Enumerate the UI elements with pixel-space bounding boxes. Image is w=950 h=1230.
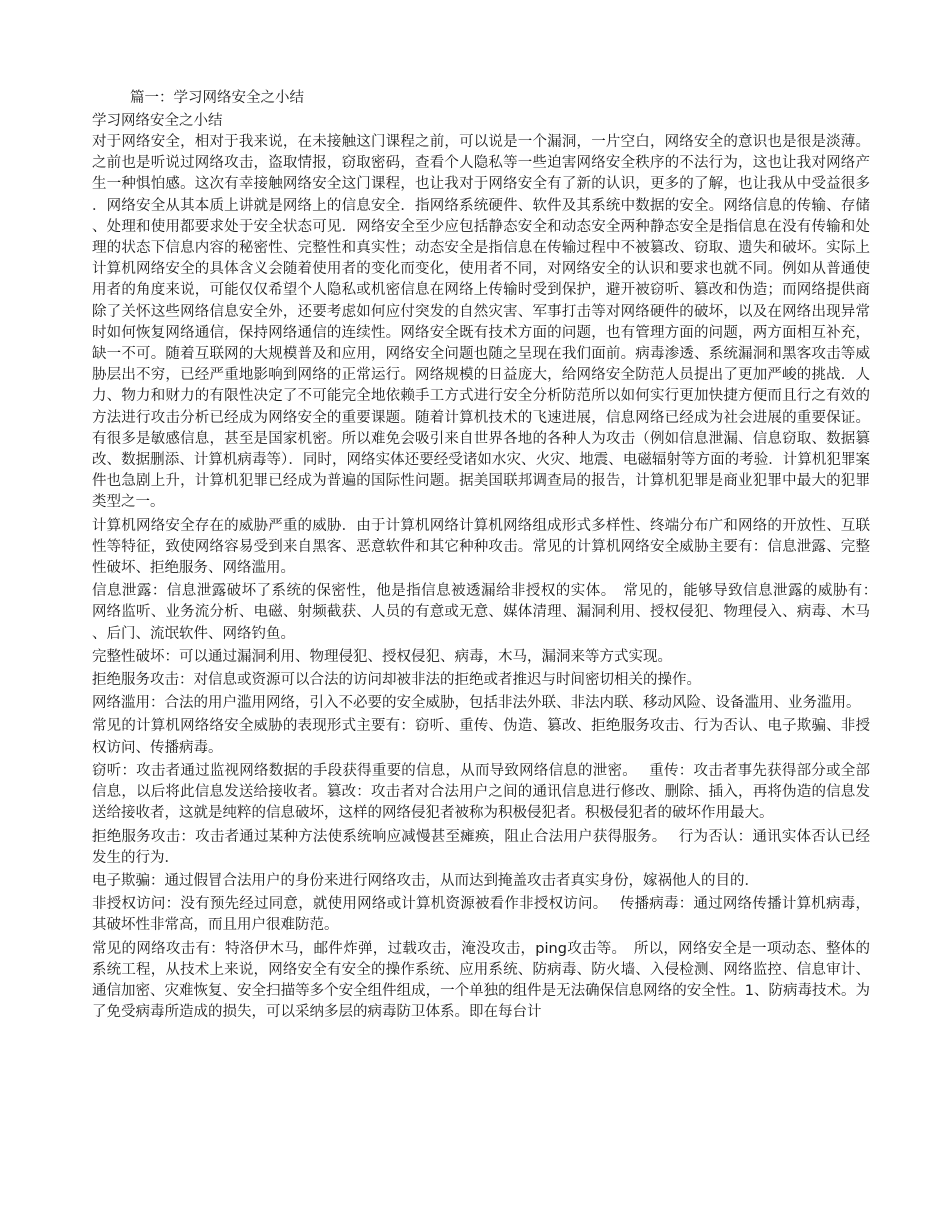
paragraph: 常见的计算机网络络安全威胁的表现形式主要有：窃听、重传、伪造、篡改、拒绝服务攻击、行为否认、电子欺骗、非授权访问、传播病毒。 — [92, 718, 870, 756]
paragraph: 拒绝服务攻击：对信息或资源可以合法的访问却被非法的拒绝或者推迟与时间密切相关的操作。 — [92, 672, 701, 689]
document-body — [92, 132, 885, 1023]
paragraph: 完整性破坏：可以通过漏洞利用、物理侵犯、授权侵犯、病毒，木马，漏洞来等方式实现。 — [92, 648, 672, 665]
paragraph: 拒绝服务攻击：攻击者通过某种方法使系统响应减慢甚至瘫痪，阻止合法用户获得服务。 行为否认：通讯实体否认已经发生的行为． — [92, 828, 870, 866]
paragraph: 信息泄露：信息泄露破坏了系统的保密性，他是指信息被透漏给非授权的实体。 常见的，能够导致信息泄露的威胁有： 网络监听、业务流分析、电磁、射频截获、人员的有意或无意、媒体清理、漏洞利用、授权侵犯、物理侵入、病毒、木马、后门、流氓软件、网络钓鱼。 — [92, 583, 885, 642]
document-heading: 篇一：学习网络安全之小结 — [130, 90, 304, 106]
paragraph: 对于网络安全，相对于我来说，在未接触这门课程之前，可以说是一个漏洞，一片空白，网络安全的意识也是很是淡薄。之前也是听说过网络攻击，盗取情报，窃取密码，查看个人隐私等一些迫害网络安全秩序的不法行为，这也让我对网络产生一种惧怕感。这次有幸接触网络安全这门课程，也让我对于网络安全有了新的认识，更多的了解，也让我从中受益很多．网络安全从其本质上讲就是网络上的信息安全．指网络系统硬件、软件及其系统中数据的安全。网络信息的传输、存储、处理和使用都要求处于安全状态可见．网络安全至少应包括静态安全和动态安全两种静态安全是指信息在没有传输和处理的状态下信息内容的秘密性、完整性和真实性；动态安全是指信息在传输过程中不被篡改、窃取、遗失和破坏。实际上计算机网络安全的具体含义会随着使用者的变化而变化，使用者不同，对网络安全的认识和要求也就不同。例如从普通使用者的角度来说，可能仅仅希望个人隐私或机密信息在网络上传输时受到保护，避开被窃听、篡改和伪造；而网络提供商除了关怀这些网络信息安全外，还要考虑如何应付突发的自然灾害、军事打击等对网络硬件的破坏，以及在网络出现异常时如何恢复网络通信，保持网络通信的连续性。网络安全既有技术方面的问题，也有管理方面的问题，两方面相互补充，缺一不可。随着互联网的大规模普及和应用，网络安全问题也随之呈现在我们面前。病毒渗透、系统漏洞和黑客攻击等威胁层出不穷，已经严重地影响到网络的正常运行。网络规模的日益庞大，给网络安全防范人员提出了更加严峻的挑战．人力、物力和财力的有限性决定了不可能完全地依赖手工方式进行安全分析防范所以如何实行更加快捷方便而且行之有效的方法进行攻击分析已经成为网络安全的重要课题。随着计算机技术的飞速进展，信息网络已经成为社会进展的重要保证。有很多是敏感信息，甚至是国家机密。所以难免会吸引来自世界各地的各种人为攻击（例如信息泄漏、信息窃取、数据篡改、数据删添、计算机病毒等）．同时，网络实体还要经受诸如水灾、火灾、地震、电磁辐射等方面的考验．计算机犯罪案件也急剧上升，计算机犯罪已经成为普遍的国际性问题。据美国联邦调查局的报告，计算机犯罪是商业犯罪中最大的犯罪类型之一。 — [92, 134, 870, 511]
document-subheading: 学习网络安全之小结 — [92, 113, 223, 129]
paragraph: 网络滥用：合法的用户滥用网络，引入不必要的安全威胁，包括非法外联、非法内联、移动风险、设备滥用、业务滥用。 — [92, 695, 861, 712]
paragraph: 窃听：攻击者通过监视网络数据的手段获得重要的信息，从而导致网络信息的泄密。 重传：攻击者事先获得部分或全部信息，以后将此信息发送给接收者。篡改：攻击者对合法用户之间的通讯信息进行修改、删除、插入，再将伪造的信息发送给接收者，这就是纯粹的信息破坏，这样的网络侵犯者被称为积极侵犯者。积极侵犯者的破坏作用最大。 — [92, 762, 870, 822]
paragraph: 计算机网络安全存在的威胁严重的威胁．由于计算机网络计算机网络组成形式多样性、终端分布广和网络的开放性、互联性等特征，致使网络容易受到来自黑客、恶意软件和其它种种攻击。常见的计算机网络安全威胁主要有：信息泄露、完整性破坏、拒绝服务、网络滥用。 — [92, 517, 870, 577]
paragraph: 电子欺骗：通过假冒合法用户的身份来进行网络攻击，从而达到掩盖攻击者真实身份，嫁祸他人的目的． — [92, 872, 759, 889]
paragraph: 非授权访问：没有预先经过同意，就使用网络或计算机资源被看作非授权访问。 传播病毒：通过网络传播计算机病毒，其破坏性非常高，而且用户很难防范。 — [92, 896, 870, 934]
paragraph: 常见的网络攻击有：特洛伊木马，邮件炸弹，过载攻击，淹没攻击，ping攻击等。 所以，网络安全是一项动态、整体的系统工程，从技术上来说，网络安全有安全的操作系统、应用系统、防病毒、防火墙、入侵检测、网络监控、信息审计、通信加密、灾难恢复、安全扫描等多个安全组件组成，一个单独的组件是无法确保信息网络的安全性。1、防病毒技术。为了免受病毒所造成的损失，可以采纳多层的病毒防卫体系。即在每台计 — [92, 940, 870, 1021]
